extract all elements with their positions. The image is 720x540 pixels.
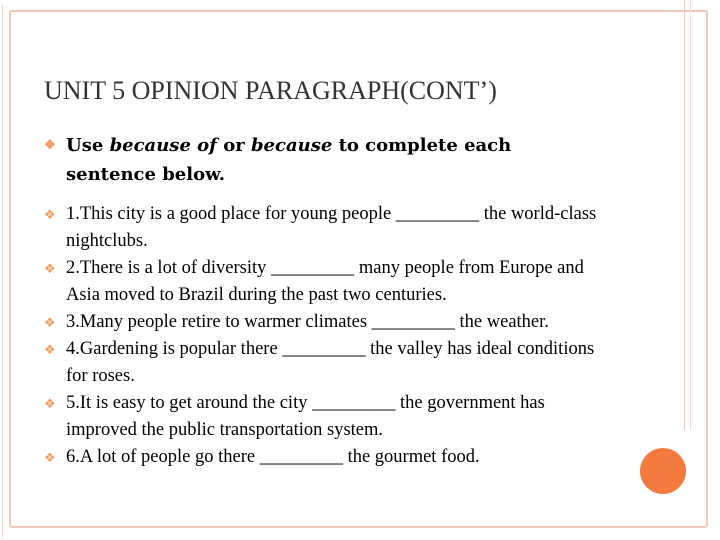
sentence-text: 5.It is easy to get around the city _________ the government has improved the public transportation system. <box>66 393 545 440</box>
bullet-icon: ❖ <box>44 261 56 276</box>
bullet-icon: ❖ <box>44 342 56 357</box>
decorative-left-border <box>2 4 9 538</box>
slide-title: UNIT 5 OPINION PARAGRAPH(CONT’) <box>44 76 497 105</box>
bullet-icon: ❖ <box>44 315 56 330</box>
decorative-circle <box>640 448 686 494</box>
decorative-right-line <box>684 0 685 430</box>
list-item <box>44 255 604 309</box>
instruction-text: Use because of or because to complete each sentence below. <box>66 135 512 185</box>
bullet-icon: ❖ <box>44 396 56 411</box>
list-item <box>44 309 604 336</box>
slide-body <box>44 131 604 471</box>
list-item <box>44 390 604 444</box>
sentence-text: 3.Many people retire to warmer climates _________ the weather. <box>66 312 549 332</box>
list-item <box>44 201 604 255</box>
decorative-right-line <box>690 0 691 430</box>
bullet-icon: ❖ <box>44 207 56 222</box>
sentence-text: 2.There is a lot of diversity _________ many people from Europe and Asia moved to Brazil during the past two centuries. <box>66 258 584 305</box>
sentence-text: 1.This city is a good place for young people _________ the world-class nightclubs. <box>66 204 597 251</box>
sentence-text: 6.A lot of people go there _________ the gourmet food. <box>66 447 480 467</box>
instruction-item <box>44 131 604 189</box>
list-item <box>44 444 604 471</box>
list-item <box>44 336 604 390</box>
sentence-text: 4.Gardening is popular there _________ the valley has ideal conditions for roses. <box>66 339 595 386</box>
bullet-icon: ❖ <box>44 137 56 152</box>
bullet-icon: ❖ <box>44 450 56 465</box>
